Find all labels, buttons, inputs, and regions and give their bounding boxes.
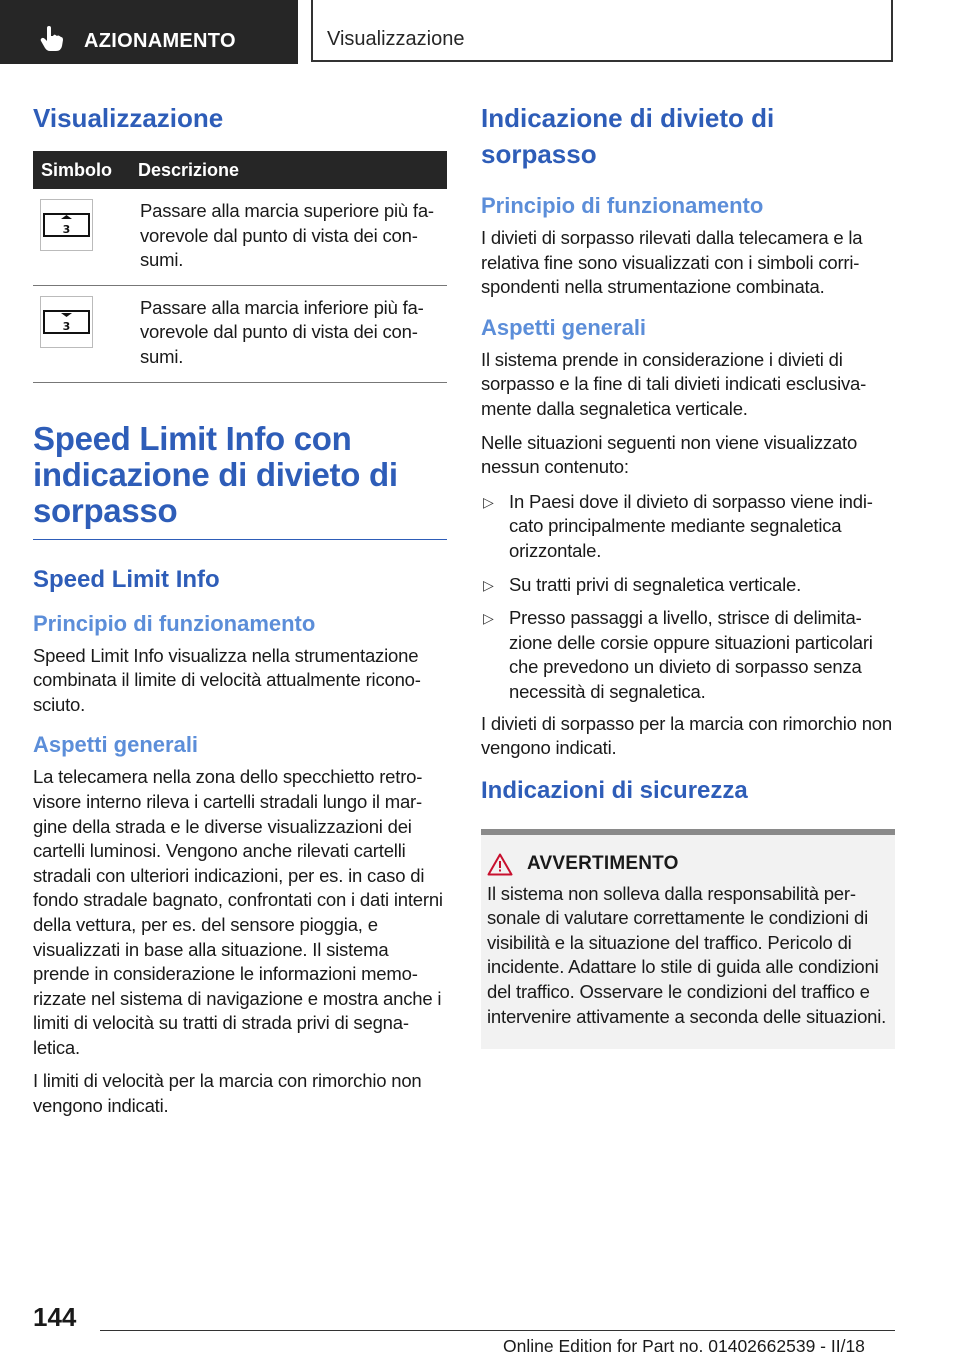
situations-list — [481, 490, 895, 705]
bullet-triangle-icon: ▷ — [483, 610, 494, 627]
symbol-table — [33, 151, 447, 383]
footer-divider — [100, 1330, 895, 1331]
display-section-title: Visualizzazione — [33, 103, 224, 133]
general-heading: Aspetti generali — [481, 314, 647, 340]
warning-box — [481, 829, 895, 1050]
warning-text: Il sistema non solleva dalla responsabilità personale di valutare correttamente le condizioni di visibilità e la situazione del traffico. Pericolo di incidente. Adattare lo stile di guida alle condizioni del traffico. Osservare le condizioni del traffico e intervenire attivamente a seconda delle situazioni. — [487, 882, 887, 1027]
table-cell-description: Passare alla marcia inferiore più favorevole dal punto di vista dei consumi. — [130, 285, 447, 382]
upshift-gear-3-icon — [40, 199, 93, 251]
situations-intro: Nelle situazioni seguenti non viene visualizzato nessun contenuto: — [481, 431, 858, 478]
speed-limit-subtitle: Speed Limit Info — [33, 565, 220, 593]
table-cell-description: Passare alla marcia superiore più favorevole dal punto di vista dei consumi. — [130, 189, 447, 285]
bullet-triangle-icon: ▷ — [483, 493, 494, 510]
bullet-triangle-icon: ▷ — [483, 576, 494, 593]
hand-pointer-icon — [40, 26, 64, 52]
general-text: La telecamera nella zona dello specchietto retrovisore interno rileva i cartelli stradali lungo il margine della strada e le diverse visualizzazioni dei cartelli luminosi. Vengono anche rilevati cartelli stradali con ulteriori indicazioni, per es. in caso di fondo stradale bagnato, confrontati con i dati interni della vettura, per es. del sensore pioggia, e visualizzati in base alla situazione. Il sistema prende in considerazione le informazioni memorizzate nel sistema di navigazione e mostra anche i limiti di velocità su tratti di strada privi di segnaletica. — [33, 766, 443, 1058]
no-overtaking-title: Indicazione di divieto di sorpasso — [481, 103, 775, 169]
safety-heading: Indicazioni di sicurezza — [481, 776, 748, 804]
title-divider — [33, 539, 447, 540]
downshift-gear-3-icon — [40, 296, 93, 348]
trailer-text: I limiti di velocità per la marcia con rimorchio non vengono indicati. — [33, 1070, 422, 1117]
list-item: ▷ Presso passaggi a livello, strisce di delimitazione delle corsie oppure situazioni particolari che prevedono un divieto di sorpasso senza necessità di segnaletica. — [483, 607, 873, 702]
chapter-tab[interactable] — [311, 0, 893, 62]
table-header-symbol: Simbolo — [33, 151, 130, 189]
section-label: AZIONAMENTO — [84, 30, 236, 52]
principle-heading: Principio di funzionamento — [33, 610, 316, 636]
table-row — [33, 189, 447, 285]
warning-triangle-icon — [487, 853, 513, 876]
general-heading: Aspetti generali — [33, 732, 199, 758]
section-tab[interactable] — [0, 0, 298, 64]
svg-text:3: 3 — [62, 223, 71, 236]
svg-text:3: 3 — [62, 319, 71, 333]
principle-heading: Principio di funzionamento — [481, 193, 764, 218]
right-column — [481, 100, 895, 1049]
table-header-description: Descrizione — [130, 151, 447, 189]
chapter-label: Visualizzazione — [327, 28, 465, 50]
list-item: ▷ In Paesi dove il divieto di sorpasso viene indicato principalmente mediante segnaletica orizzontale. — [483, 490, 873, 561]
principle-text: Speed Limit Info visualizza nella strumentazione combinata il limite di velocità attualmente riconosciuto. — [33, 644, 421, 715]
trailer-text: I divieti di sorpasso per la marcia con rimorchio non vengono indicati. — [481, 712, 892, 759]
table-row — [33, 285, 447, 382]
general-text: Il sistema prende in considerazione i divieti di sorpasso e la fine di tali divieti indicati esclusivamente dalla segnaletica verticale. — [481, 348, 867, 419]
list-item: ▷ Su tratti privi di segnaletica verticale. — [481, 573, 895, 598]
page-number: 144 — [33, 1302, 77, 1332]
edition-info: Online Edition for Part no. 01402662539 - II/18 — [503, 1336, 865, 1356]
left-column — [33, 100, 447, 1119]
warning-label: AVVERTIMENTO — [527, 853, 679, 875]
main-title: Speed Limit Info con indicazione di divieto di sorpasso — [33, 419, 398, 529]
principle-text: I divieti di sorpasso rilevati dalla telecamera e la relativa fine sono visualizzati con i simboli corrispondenti nella strumentazione combinata. — [481, 227, 863, 298]
